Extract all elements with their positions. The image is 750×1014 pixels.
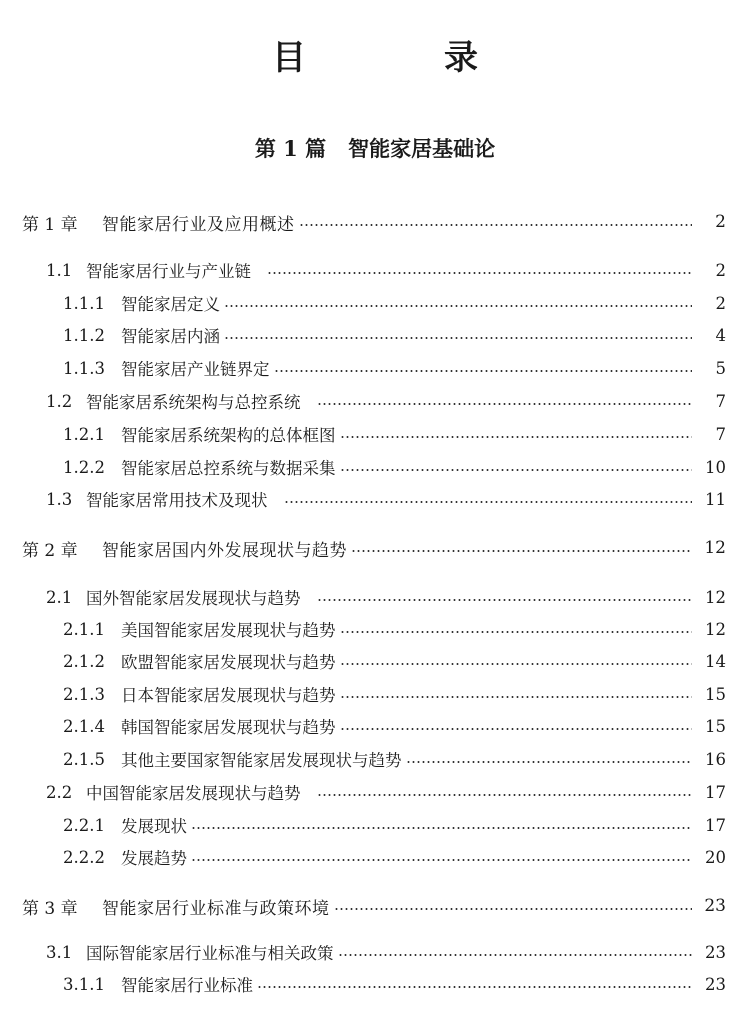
toc-subsection-2-1-2[interactable] [0, 648, 750, 674]
toc-number: 2.2 [46, 782, 73, 802]
toc-subsection-2-1-4[interactable] [0, 713, 750, 739]
toc-subsection-1-1-3[interactable] [0, 355, 750, 381]
toc-page-number: 12 [705, 587, 726, 607]
toc-subsection-3-1-1[interactable] [0, 971, 750, 997]
part-name: 智能家居基础论 [348, 136, 496, 161]
toc-label: 韩国智能家居发展现状与趋势 [121, 718, 336, 737]
toc-page-number: 2 [715, 260, 726, 280]
toc-label: 日本智能家居发展现状与趋势 [121, 686, 336, 705]
toc-number: 1.2.1 [63, 424, 105, 444]
toc-number: 3.1 [46, 942, 73, 962]
part-title [0, 133, 750, 163]
toc-chapter-1[interactable] [0, 209, 750, 235]
toc-page-number: 17 [705, 782, 726, 802]
toc-subsection-2-1-1[interactable] [0, 616, 750, 642]
toc-subsection-1-2-1[interactable] [0, 421, 750, 447]
dot-leader [299, 224, 693, 226]
toc-label: 发展现状 [121, 817, 187, 836]
toc-label: 智能家居行业标准与政策环境 [102, 898, 330, 919]
toc-subsection-1-1-2[interactable] [0, 322, 750, 348]
toc-page-number: 14 [705, 651, 726, 671]
dot-leader [340, 663, 693, 665]
toc-subsection-2-2-2[interactable] [0, 844, 750, 870]
dot-leader [284, 501, 693, 503]
dot-leader [340, 728, 693, 730]
toc-number: 1.1.1 [63, 293, 105, 313]
toc-number: 第 2 章 [22, 540, 78, 561]
toc-number: 1.1 [46, 260, 73, 280]
toc-page-number: 7 [715, 424, 726, 444]
dot-leader [334, 908, 693, 910]
toc-section-2-1[interactable] [0, 584, 750, 610]
toc-page-number: 23 [705, 942, 726, 962]
toc-label: 其他主要国家智能家居发展现状与趋势 [121, 751, 402, 770]
toc-page-number: 5 [715, 358, 726, 378]
toc-number: 第 3 章 [22, 898, 78, 919]
toc-number: 1.1.2 [63, 325, 105, 345]
toc-page-number: 4 [715, 325, 726, 345]
toc-page-number: 20 [705, 847, 726, 867]
toc-number: 2.2.1 [63, 815, 105, 835]
toc-page-number: 15 [705, 716, 726, 736]
toc-label: 国际智能家居行业标准与相关政策 [86, 944, 334, 963]
dot-leader [267, 272, 692, 274]
toc-number: 2.1 [46, 587, 73, 607]
toc-section-2-2[interactable] [0, 779, 750, 805]
dot-leader [191, 827, 692, 829]
dot-leader [338, 954, 693, 956]
toc-number: 1.2.2 [63, 457, 105, 477]
toc-page-number: 15 [705, 684, 726, 704]
dot-leader [317, 794, 693, 796]
dot-leader [317, 403, 693, 405]
dot-leader [406, 761, 693, 763]
toc-page-number: 16 [705, 749, 726, 769]
toc-label: 智能家居产业链界定 [121, 360, 270, 379]
toc-number: 1.2 [46, 391, 73, 411]
toc-section-1-1[interactable] [0, 257, 750, 283]
toc-number: 3.1.1 [63, 974, 105, 994]
dot-leader [317, 599, 693, 601]
toc-page-number: 11 [705, 489, 726, 509]
toc-page-number: 23 [705, 974, 726, 994]
toc-label: 智能家居内涵 [121, 327, 220, 346]
toc-label: 发展趋势 [121, 849, 187, 868]
toc-number: 第 1 章 [22, 214, 78, 235]
dot-leader [224, 337, 692, 339]
toc-number: 2.1.4 [63, 716, 105, 736]
toc-number: 1.3 [46, 489, 73, 509]
dot-leader [274, 370, 693, 372]
toc-page-number: 12 [705, 619, 726, 639]
toc-number: 2.1.3 [63, 684, 105, 704]
toc-label: 国外智能家居发展现状与趋势 [86, 589, 301, 608]
toc-label: 智能家居常用技术及现状 [86, 491, 268, 510]
toc-chapter-2[interactable] [0, 535, 750, 561]
toc-label: 智能家居总控系统与数据采集 [121, 459, 336, 478]
toc-section-1-2[interactable] [0, 388, 750, 414]
toc-label: 智能家居行业及应用概述 [102, 214, 295, 235]
toc-chapter-3[interactable] [0, 893, 750, 919]
dot-leader [340, 696, 693, 698]
toc-section-3-1[interactable] [0, 939, 750, 965]
dot-leader [340, 631, 693, 633]
toc-label: 中国智能家居发展现状与趋势 [86, 784, 301, 803]
toc-label: 智能家居定义 [121, 295, 220, 314]
page-title: 目 录 [272, 38, 530, 78]
toc-page-number: 7 [715, 391, 726, 411]
toc-subsection-2-1-5[interactable] [0, 746, 750, 772]
toc-label: 欧盟智能家居发展现状与趋势 [121, 653, 336, 672]
toc-subsection-1-1-1[interactable] [0, 290, 750, 316]
toc-page-number: 23 [704, 896, 726, 916]
toc-section-1-3[interactable] [0, 486, 750, 512]
toc-label: 智能家居系统架构的总体框图 [121, 426, 336, 445]
toc-number: 1.1.3 [63, 358, 105, 378]
toc-page-number: 2 [715, 212, 726, 232]
part-number: 第 1 篇 [254, 136, 327, 161]
toc-page-number: 2 [715, 293, 726, 313]
toc-subsection-2-1-3[interactable] [0, 681, 750, 707]
dot-leader [351, 550, 692, 552]
dot-leader [224, 305, 692, 307]
toc-label: 智能家居行业与产业链 [86, 262, 251, 281]
toc-number: 2.1.5 [63, 749, 105, 769]
toc-page-number: 10 [705, 457, 726, 477]
dot-leader [191, 859, 692, 861]
toc-label: 智能家居系统架构与总控系统 [86, 393, 301, 412]
toc-number: 2.1.2 [63, 651, 105, 671]
toc-subsection-1-2-2[interactable] [0, 454, 750, 480]
toc-page-number: 12 [704, 538, 726, 558]
dot-leader [257, 986, 692, 988]
toc-number: 2.2.2 [63, 847, 105, 867]
dot-leader [340, 469, 693, 471]
toc-subsection-2-2-1[interactable] [0, 812, 750, 838]
toc-label: 智能家居行业标准 [121, 976, 253, 995]
toc-label: 智能家居国内外发展现状与趋势 [102, 540, 347, 561]
dot-leader [340, 436, 693, 438]
toc-page-number: 17 [705, 815, 726, 835]
toc-number: 2.1.1 [63, 619, 105, 639]
toc-label: 美国智能家居发展现状与趋势 [121, 621, 336, 640]
